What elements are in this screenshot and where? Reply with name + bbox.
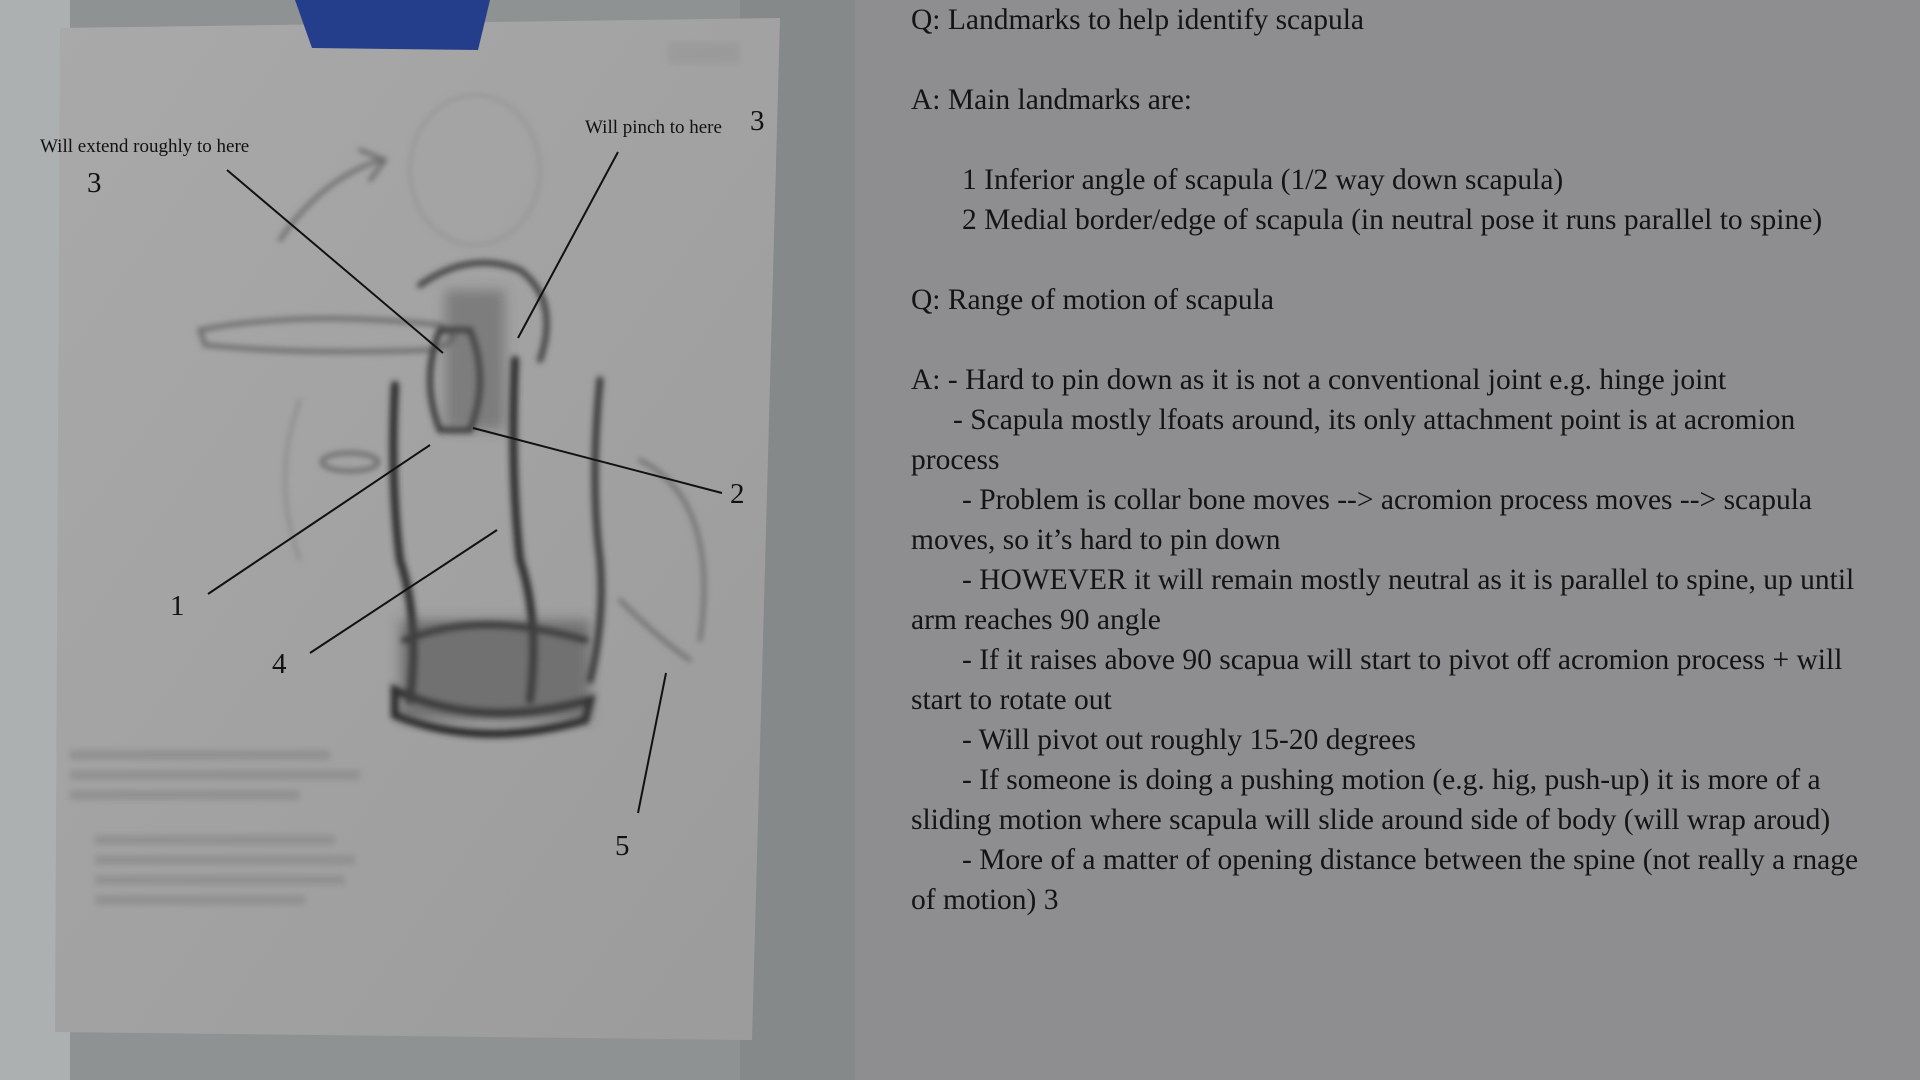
blue-tape — [295, 0, 490, 50]
landmark-item: 2 Medial border/edge of scapula (in neutral pose it runs parallel to spine) — [962, 204, 1823, 236]
label-3-left: 3 — [87, 167, 102, 199]
range-item: - Will pivot out roughly 15-20 degrees — [962, 724, 1416, 756]
paper-sheet — [55, 18, 780, 1040]
label-4: 4 — [272, 648, 287, 680]
range-item: - If someone is doing a pushing motion (e.g. hig, push-up) it is more of a sliding motion where scapula will slide around side of body (will wrap aroud) — [911, 764, 1831, 836]
notes-panel — [911, 0, 1881, 920]
answer-landmarks-intro: A: Main landmarks are: — [911, 84, 1192, 116]
label-2: 2 — [730, 478, 745, 510]
range-item: - More of a matter of opening distance between the spine (not really a rnage of motion) 3 — [911, 844, 1859, 916]
landmark-item: 1 Inferior angle of scapula (1/2 way down scapula) — [962, 164, 1564, 196]
question-landmarks: Q: Landmarks to help identify scapula — [911, 4, 1365, 36]
range-item: - HOWEVER it will remain mostly neutral as it is parallel to spine, up until arm reaches 90 angle — [911, 564, 1855, 636]
extend-note: Will extend roughly to here — [40, 136, 250, 157]
sketch-drawing — [0, 0, 855, 1080]
question-range-of-motion: Q: Range of motion of scapula — [911, 284, 1274, 316]
answer-range-first-line: A: - Hard to pin down as it is not a conventional joint e.g. hinge joint — [911, 364, 1727, 396]
label-3-right: 3 — [750, 105, 765, 137]
label-5: 5 — [615, 830, 630, 862]
range-item: - If it raises above 90 scapua will start to pivot off acromion process + will start to rotate out — [911, 644, 1843, 716]
label-1: 1 — [170, 590, 185, 622]
range-item: - Problem is collar bone moves --> acromion process moves --> scapula moves, so it’s hard to pin down — [911, 484, 1813, 556]
pinch-note: Will pinch to here — [585, 117, 722, 138]
annotated-sketch-photo — [0, 0, 855, 1080]
answer-range-second-line: - Scapula mostly lfoats around, its only attachment point is at acromion process — [911, 404, 1796, 476]
